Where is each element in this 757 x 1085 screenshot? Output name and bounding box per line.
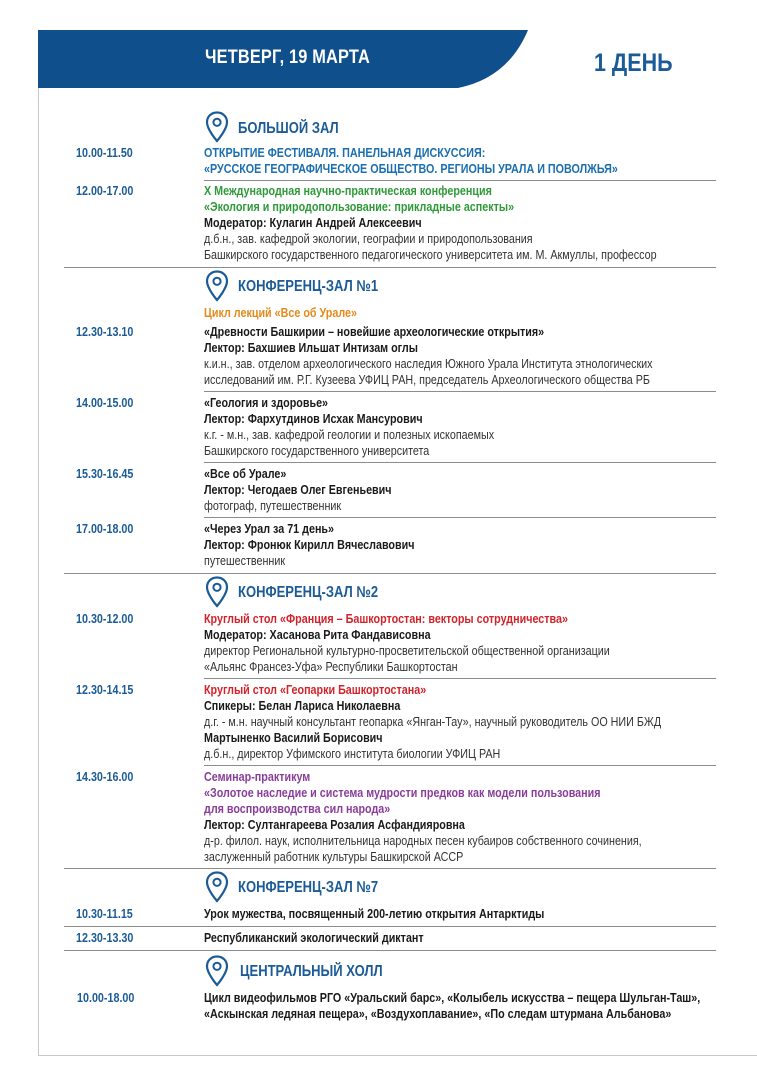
session-title: Круглый стол «Франция – Башкортостан: векторы сотрудничества»	[204, 612, 568, 626]
session-title: для воспроизводства сил народа»	[204, 802, 391, 816]
location-pin-icon	[205, 955, 229, 987]
speaker-info: д.г. - м.н. научный консультант геопарка «Янган-Тау», научный руководитель ОО НИИ БЖД	[204, 715, 662, 729]
speaker-info: к.г. - м.н., зав. кафедрой геологии и полезных ископаемых	[204, 428, 495, 442]
session-title: «Все об Урале»	[204, 467, 287, 481]
speaker-info: к.и.н., зав. отделом археологического наследия Южного Урала Института этнологических	[204, 357, 653, 371]
moderator: Модератор: Хасанова Рита Фандависовна	[204, 628, 431, 642]
session-title: «Геология и здоровье»	[204, 396, 329, 410]
session-title: ОТКРЫТИЕ ФЕСТИВАЛЯ. ПАНЕЛЬНАЯ ДИСКУССИЯ:	[204, 146, 486, 160]
session-time: 10.00-11.50	[76, 146, 133, 160]
session-title: «РУССКОЕ ГЕОГРАФИЧЕСКОЕ ОБЩЕСТВО. РЕГИОНЫ УРАЛА И ПОВОЛЖЬЯ»	[204, 162, 618, 176]
speaker-info: д.б.н., директор Уфимского института биологии УФИЦ РАН	[204, 747, 501, 761]
divider	[204, 517, 716, 518]
session-time: 10.30-12.00	[76, 612, 134, 626]
session-title: «Через Урал за 71 день»	[204, 522, 335, 536]
session-title: «Экология и природопользование: прикладные аспекты»	[204, 200, 515, 214]
location-pin-icon	[205, 871, 229, 903]
day-label: 1 ДЕНЬ	[594, 49, 673, 77]
session-title: «Золотое наследие и система мудрости предков как модели пользования	[204, 786, 601, 800]
hall-title: БОЛЬШОЙ ЗАЛ	[238, 120, 339, 137]
lecturer: Лектор: Султангареева Розалия Асфандияровна	[204, 818, 465, 832]
hall-divider	[64, 573, 716, 574]
session-time: 12.30-14.15	[76, 683, 134, 697]
divider	[204, 391, 716, 392]
session-time: 12.00-17.00	[76, 184, 134, 198]
hall-title: КОНФЕРЕНЦ-ЗАЛ №1	[238, 278, 379, 295]
divider	[204, 180, 716, 181]
location-pin-icon	[205, 111, 229, 143]
divider	[204, 765, 716, 766]
lecturer: Лектор: Чегодаев Олег Евгеньевич	[204, 483, 392, 497]
lecturer: Лектор: Фархутдинов Исхак Мансурович	[204, 412, 423, 426]
speaker-info: «Альянс Франсез-Уфа» Республики Башкортостан	[204, 660, 458, 674]
session-title: Урок мужества, посвященный 200-летию открытия Антарктиды	[204, 907, 545, 921]
session-time: 12.30-13.10	[76, 325, 134, 339]
session-time: 15.30-16.45	[76, 467, 134, 481]
session-time: 12.30-13.30	[76, 931, 134, 945]
session-time: 10.00-18.00	[77, 991, 135, 1005]
session-title: Семинар-практикум	[204, 770, 311, 784]
speaker: Мартыненко Василий Борисович	[204, 731, 383, 745]
speaker-info: Башкирского государственного университета	[204, 444, 430, 458]
session-time: 17.00-18.00	[76, 522, 134, 536]
page-title: ЧЕТВЕРГ, 19 МАРТА	[205, 47, 370, 68]
speaker-info: путешественник	[204, 554, 286, 568]
hall-title: КОНФЕРЕНЦ-ЗАЛ №7	[238, 879, 379, 896]
location-pin-icon	[205, 576, 229, 608]
lecturer: Лектор: Бахшиев Ильшат Интизам оглы	[204, 341, 418, 355]
speaker-info: д.б.н., зав. кафедрой экологии, географии и природопользования	[204, 232, 533, 246]
speaker-info: заслуженный работник культуры Башкирской АССР	[204, 850, 464, 864]
session-time: 14.00-15.00	[76, 396, 134, 410]
moderator: Модератор: Кулагин Андрей Алексеевич	[204, 216, 422, 230]
session-title: Республиканский экологический диктант	[204, 931, 424, 945]
session-title: «Древности Башкирии – новейшие археологические открытия»	[204, 325, 545, 339]
speaker: Спикеры: Белан Лариса Николаевна	[204, 699, 401, 713]
speaker-info: исследований им. Р.Г. Кузеева УФИЦ РАН, председатель Археологического общества РБ	[204, 373, 650, 387]
session-title: Цикл видеофильмов РГО «Уральский барс», «Колыбель искусства – пещера Шульган-Таш»,	[204, 991, 701, 1005]
divider	[204, 462, 716, 463]
hall-title: КОНФЕРЕНЦ-ЗАЛ №2	[238, 584, 379, 601]
session-title: X Международная научно-практическая конференция	[204, 184, 492, 198]
session-time: 14.30-16.00	[76, 770, 134, 784]
lecturer: Лектор: Фронюк Кирилл Вячеславович	[204, 538, 415, 552]
hall-divider	[64, 267, 716, 268]
session-title: «Аскынская ледяная пещера», «Воздухоплавание», «По следам штурмана Альбанова»	[204, 1007, 672, 1021]
session-time: 10.30-11.15	[76, 907, 133, 921]
hall-divider	[64, 868, 716, 869]
speaker-info: Башкирского государственного педагогического университета им. М. Акмуллы, профессор	[204, 248, 657, 262]
hall-title: ЦЕНТРАЛЬНЫЙ ХОЛЛ	[240, 963, 383, 980]
lecture-series: Цикл лекций «Все об Урале»	[204, 306, 357, 320]
divider	[64, 926, 716, 927]
speaker-info: директор Региональной культурно-просветительской общественной организации	[204, 644, 610, 658]
location-pin-icon	[205, 270, 229, 302]
speaker-info: д-р. филол. наук, исполнительница народных песен кубаиров собственного сочинения,	[204, 834, 642, 848]
hall-divider	[64, 950, 716, 951]
session-title: Круглый стол «Геопарки Башкортостана»	[204, 683, 427, 697]
speaker-info: фотограф, путешественник	[204, 499, 342, 513]
divider	[204, 678, 716, 679]
